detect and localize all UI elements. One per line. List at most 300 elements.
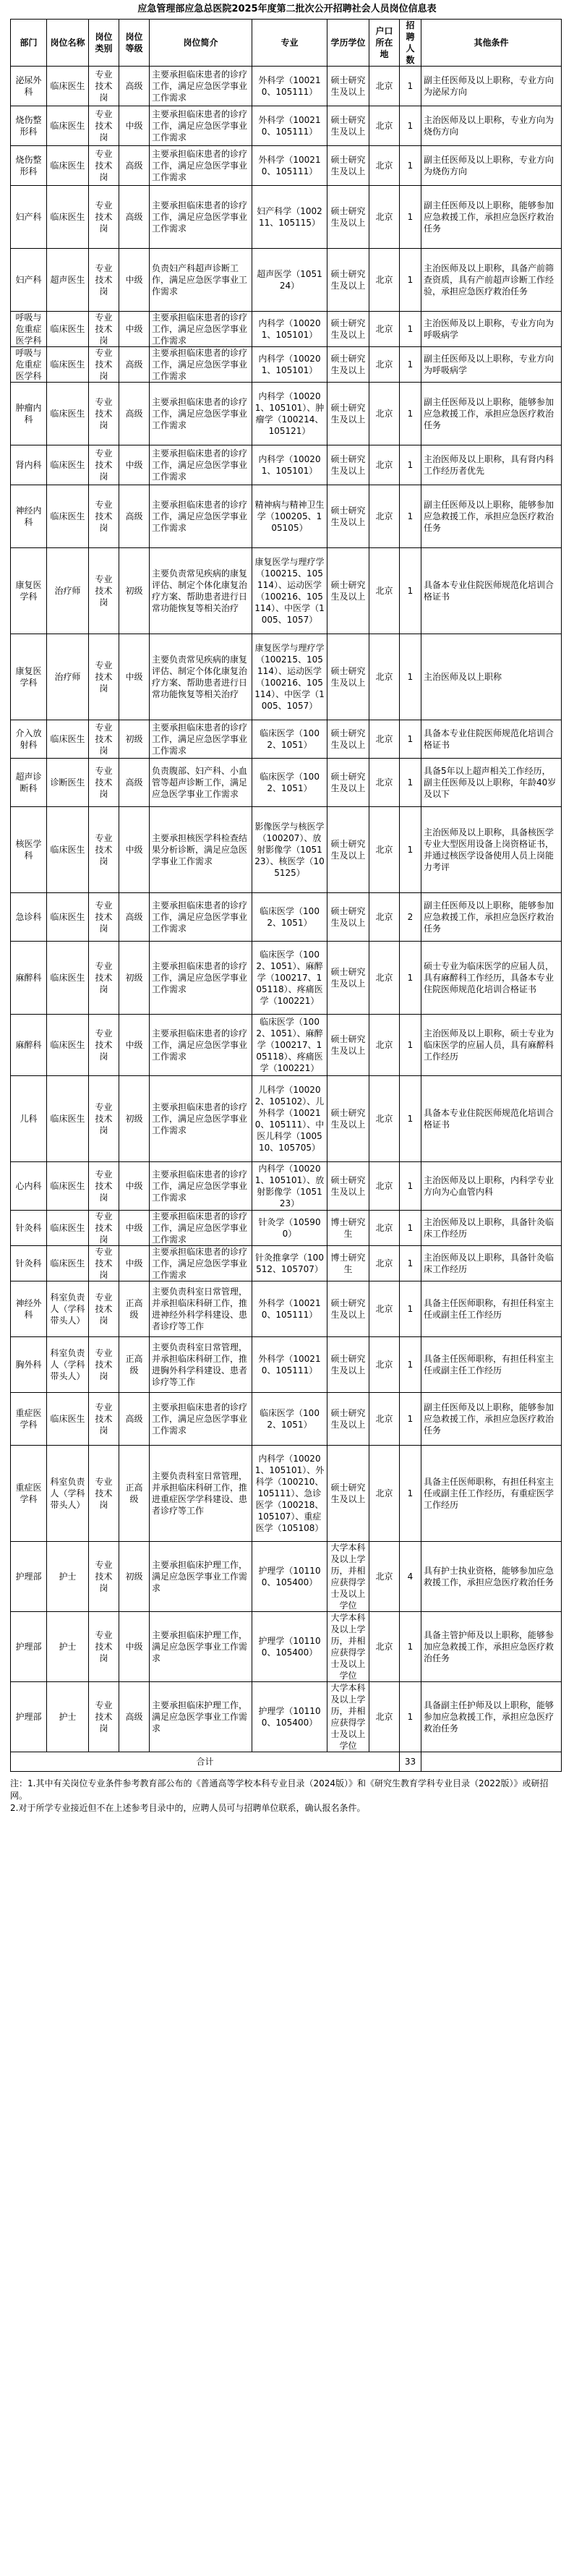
table-row <box>11 383 562 445</box>
cell-count: 1 <box>400 67 421 106</box>
cell-post-category: 专业技术岗 <box>89 759 119 807</box>
cell-post-intro: 主要承担临床患者的诊疗工作，满足应急医学事业工作需求 <box>150 312 252 347</box>
cell-post-intro: 主要承担临床患者的诊疗工作，满足应急医学事业工作需求 <box>150 1015 252 1076</box>
cell-post-category: 专业技术岗 <box>89 1015 119 1076</box>
cell-degree: 博士研究生 <box>327 1211 369 1246</box>
cell-degree: 硕士研究生及以上 <box>327 1446 369 1542</box>
table-header-row <box>11 20 562 67</box>
cell-post-name: 临床医生 <box>47 807 89 893</box>
table-row <box>11 893 562 942</box>
cell-post-category: 专业技术岗 <box>89 720 119 759</box>
cell-count: 1 <box>400 1446 421 1542</box>
table-row <box>11 1281 562 1337</box>
cell-post-category: 专业技术岗 <box>89 383 119 445</box>
cell-hukou: 北京 <box>369 1612 400 1682</box>
cell-post-level: 中级 <box>119 807 150 893</box>
cell-post-level: 初级 <box>119 720 150 759</box>
cell-post-category: 专业技术岗 <box>89 1246 119 1281</box>
table-row <box>11 1542 562 1612</box>
cell-post-level: 中级 <box>119 1211 150 1246</box>
cell-post-category: 专业技术岗 <box>89 1337 119 1393</box>
table-row <box>11 485 562 548</box>
cell-post-intro: 主要承担核医学科检查结果分析诊断，满足应急医学事业工作需求 <box>150 807 252 893</box>
table-row <box>11 1076 562 1162</box>
cell-degree: 硕士研究生及以上 <box>327 634 369 720</box>
cell-post-level: 中级 <box>119 1246 150 1281</box>
cell-post-level: 中级 <box>119 445 150 485</box>
col-header-other: 其他条件 <box>421 20 562 67</box>
cell-other: 副主任医师及以上职称，专业方向为烧伤方向 <box>421 146 562 186</box>
table-row <box>11 720 562 759</box>
cell-major: 外科学（100210、105111） <box>252 106 327 146</box>
cell-post-name: 临床医生 <box>47 67 89 106</box>
cell-dept: 重症医学科 <box>11 1446 47 1542</box>
cell-post-intro: 主要承担临床患者的诊疗工作，满足应急医学事业工作需求 <box>150 1076 252 1162</box>
cell-other: 副主任医师及以上职称，专业方向为泌尿方向 <box>421 67 562 106</box>
cell-degree: 硕士研究生及以上 <box>327 759 369 807</box>
table-row <box>11 249 562 312</box>
cell-post-level: 初级 <box>119 1542 150 1612</box>
cell-other: 主治医师及以上职称，具备针灸临床工作经历 <box>421 1211 562 1246</box>
cell-count: 1 <box>400 1246 421 1281</box>
cell-other: 具备副主任护师及以上职称，能够参加应急救援工作，承担应急医疗救治任务 <box>421 1682 562 1752</box>
cell-post-intro: 主要负责科室日常管理，并承担临床科研工作，推进重症医学学科建设、患者诊疗等工作 <box>150 1446 252 1542</box>
cell-hukou: 北京 <box>369 634 400 720</box>
cell-hukou: 北京 <box>369 720 400 759</box>
cell-degree: 硕士研究生及以上 <box>327 1015 369 1076</box>
cell-dept: 儿科 <box>11 1076 47 1162</box>
cell-major: 外科学（100210、105111） <box>252 146 327 186</box>
table-row <box>11 1393 562 1446</box>
cell-degree: 大学本科及以上学历，并相应获得学士及以上学位 <box>327 1682 369 1752</box>
cell-count: 4 <box>400 1542 421 1612</box>
cell-post-level: 初级 <box>119 1076 150 1162</box>
cell-other: 具备本专业住院医师规范化培训合格证书 <box>421 548 562 634</box>
cell-degree: 硕士研究生及以上 <box>327 347 369 383</box>
cell-dept: 康复医学科 <box>11 634 47 720</box>
cell-hukou: 北京 <box>369 1162 400 1211</box>
cell-other: 主治医师及以上职称，具备针灸临床工作经历 <box>421 1246 562 1281</box>
cell-degree: 硕士研究生及以上 <box>327 249 369 312</box>
cell-hukou: 北京 <box>369 383 400 445</box>
cell-post-intro: 主要承担临床患者的诊疗工作，满足应急医学事业工作需求 <box>150 485 252 548</box>
cell-other: 具备本专业住院医师规范化培训合格证书 <box>421 1076 562 1162</box>
cell-post-name: 临床医生 <box>47 1162 89 1211</box>
col-header-post-level: 岗位等级 <box>119 20 150 67</box>
cell-post-intro: 主要负责常见疾病的康复评估、制定个体化康复治疗方案、帮助患者进行日常功能恢复等相关治疗 <box>150 634 252 720</box>
cell-post-level: 中级 <box>119 634 150 720</box>
col-header-major: 专业 <box>252 20 327 67</box>
cell-post-category: 专业技术岗 <box>89 942 119 1015</box>
col-header-post-name: 岗位名称 <box>47 20 89 67</box>
cell-count: 1 <box>400 1682 421 1752</box>
cell-post-name: 科室负责人（学科带头人） <box>47 1281 89 1337</box>
cell-other: 主治医师及以上职称，具备产前筛查资质，具有产前超声诊断工作经验，承担应急医疗救治任务 <box>421 249 562 312</box>
cell-post-intro: 主要负责科室日常管理，并承担临床科研工作，推进胸外科学科建设、患者诊疗等工作 <box>150 1337 252 1393</box>
table-row <box>11 347 562 383</box>
cell-post-level: 正高级 <box>119 1281 150 1337</box>
cell-post-level: 高级 <box>119 146 150 186</box>
cell-major: 护理学（101100、105400） <box>252 1612 327 1682</box>
cell-post-intro: 主要承担临床患者的诊疗工作，满足应急医学事业工作需求 <box>150 1393 252 1446</box>
cell-hukou: 北京 <box>369 1281 400 1337</box>
cell-post-name: 科室负责人（学科带头人） <box>47 1337 89 1393</box>
cell-post-intro: 主要承担临床患者的诊疗工作，满足应急医学事业工作需求 <box>150 893 252 942</box>
cell-post-name: 临床医生 <box>47 893 89 942</box>
cell-degree: 硕士研究生及以上 <box>327 942 369 1015</box>
cell-other: 具备主管护师及以上职称，能够参加应急救援工作，承担应急医疗救治任务 <box>421 1612 562 1682</box>
cell-other: 主治医师及以上职称，内科学专业方向为心血管内科 <box>421 1162 562 1211</box>
cell-post-category: 专业技术岗 <box>89 1281 119 1337</box>
cell-count: 1 <box>400 807 421 893</box>
table-row <box>11 1682 562 1752</box>
cell-major: 临床医学（1002、1051） <box>252 893 327 942</box>
cell-major: 内科学（100201、105101） <box>252 347 327 383</box>
cell-hukou: 北京 <box>369 146 400 186</box>
cell-post-name: 临床医生 <box>47 720 89 759</box>
cell-dept: 核医学科 <box>11 807 47 893</box>
cell-post-intro: 主要承担临床护理工作，满足应急医学事业工作需求 <box>150 1542 252 1612</box>
cell-major: 针灸推拿学（100512、105707） <box>252 1246 327 1281</box>
cell-post-level: 正高级 <box>119 1337 150 1393</box>
cell-count: 1 <box>400 186 421 249</box>
cell-hukou: 北京 <box>369 548 400 634</box>
cell-post-name: 诊断医生 <box>47 759 89 807</box>
total-value: 33 <box>400 1752 421 1772</box>
cell-post-category: 专业技术岗 <box>89 106 119 146</box>
cell-count: 1 <box>400 1211 421 1246</box>
job-rows <box>11 67 562 1752</box>
notes <box>10 1778 564 1814</box>
cell-hukou: 北京 <box>369 106 400 146</box>
cell-post-level: 高级 <box>119 67 150 106</box>
cell-post-intro: 主要承担临床患者的诊疗工作，满足应急医学事业工作需求 <box>150 383 252 445</box>
cell-post-name: 护士 <box>47 1682 89 1752</box>
cell-count: 1 <box>400 312 421 347</box>
cell-major: 精神病与精神卫生学（100205、105105） <box>252 485 327 548</box>
table-row <box>11 1015 562 1076</box>
cell-count: 1 <box>400 720 421 759</box>
col-header-degree: 学历学位 <box>327 20 369 67</box>
total-row <box>11 1752 562 1772</box>
table-row <box>11 1446 562 1542</box>
cell-hukou: 北京 <box>369 1246 400 1281</box>
cell-post-category: 专业技术岗 <box>89 1612 119 1682</box>
cell-post-level: 高级 <box>119 893 150 942</box>
cell-other: 主治医师及以上职称 <box>421 634 562 720</box>
cell-count: 1 <box>400 634 421 720</box>
cell-other: 主治医师及以上职称，具备核医学专业大型医用设备上岗资格证书，并通过核医学设备使用人员上岗能力考评 <box>421 807 562 893</box>
cell-post-level: 中级 <box>119 1612 150 1682</box>
cell-post-name: 临床医生 <box>47 1076 89 1162</box>
cell-degree: 硕士研究生及以上 <box>327 445 369 485</box>
cell-post-intro: 主要承担临床患者的诊疗工作，满足应急医学事业工作需求 <box>150 720 252 759</box>
cell-major: 护理学（101100、105400） <box>252 1682 327 1752</box>
cell-post-intro: 主要承担临床患者的诊疗工作，满足应急医学事业工作需求 <box>150 1246 252 1281</box>
cell-other: 具备主任医师职称，有担任科室主任或副主任工作经历 <box>421 1281 562 1337</box>
cell-post-name: 临床医生 <box>47 942 89 1015</box>
cell-post-level: 高级 <box>119 1682 150 1752</box>
cell-dept: 妇产科 <box>11 249 47 312</box>
cell-major: 外科学（100210、105111） <box>252 67 327 106</box>
cell-hukou: 北京 <box>369 1446 400 1542</box>
table-row <box>11 1246 562 1281</box>
cell-post-category: 专业技术岗 <box>89 634 119 720</box>
cell-dept: 心内科 <box>11 1162 47 1211</box>
cell-post-level: 中级 <box>119 1015 150 1076</box>
cell-post-name: 临床医生 <box>47 1015 89 1076</box>
cell-post-name: 护士 <box>47 1542 89 1612</box>
cell-post-category: 专业技术岗 <box>89 1393 119 1446</box>
table-row <box>11 186 562 249</box>
cell-degree: 硕士研究生及以上 <box>327 1281 369 1337</box>
cell-post-name: 临床医生 <box>47 347 89 383</box>
cell-other: 副主任医师及以上职称，能够参加应急救援工作，承担应急医疗救治任务 <box>421 893 562 942</box>
cell-count: 1 <box>400 942 421 1015</box>
cell-degree: 硕士研究生及以上 <box>327 383 369 445</box>
cell-degree: 硕士研究生及以上 <box>327 548 369 634</box>
cell-major: 康复医学与理疗学（100215、105114）、运动医学（100216、105114）、中医学（1005、1057） <box>252 548 327 634</box>
cell-degree: 硕士研究生及以上 <box>327 485 369 548</box>
cell-major: 内科学（100201、105101） <box>252 445 327 485</box>
cell-post-name: 临床医生 <box>47 106 89 146</box>
cell-degree: 硕士研究生及以上 <box>327 106 369 146</box>
cell-degree: 硕士研究生及以上 <box>327 186 369 249</box>
cell-post-category: 专业技术岗 <box>89 312 119 347</box>
table-row <box>11 807 562 893</box>
cell-dept: 妇产科 <box>11 186 47 249</box>
cell-dept: 呼吸与危重症医学科 <box>11 347 47 383</box>
cell-major: 临床医学（1002、1051）、麻醉学（100217、105118）、疼痛医学（100221） <box>252 942 327 1015</box>
cell-post-category: 专业技术岗 <box>89 1682 119 1752</box>
cell-hukou: 北京 <box>369 67 400 106</box>
cell-post-category: 专业技术岗 <box>89 1076 119 1162</box>
cell-hukou: 北京 <box>369 1682 400 1752</box>
cell-post-category: 专业技术岗 <box>89 1162 119 1211</box>
cell-major: 临床医学（1002、1051） <box>252 759 327 807</box>
cell-other: 副主任医师及以上职称，能够参加应急救援工作，承担应急医疗救治任务 <box>421 485 562 548</box>
table-row <box>11 942 562 1015</box>
cell-major: 超声医学（105124） <box>252 249 327 312</box>
cell-dept: 肾内科 <box>11 445 47 485</box>
cell-count: 1 <box>400 485 421 548</box>
cell-post-name: 临床医生 <box>47 445 89 485</box>
cell-hukou: 北京 <box>369 347 400 383</box>
cell-post-intro: 主要承担临床患者的诊疗工作，满足应急医学事业工作需求 <box>150 186 252 249</box>
total-label: 合计 <box>11 1752 400 1772</box>
cell-post-level: 正高级 <box>119 1446 150 1542</box>
cell-post-category: 专业技术岗 <box>89 807 119 893</box>
cell-post-intro: 主要承担临床患者的诊疗工作，满足应急医学事业工作需求 <box>150 347 252 383</box>
cell-major: 临床医学（1002、1051）、麻醉学（100217、105118）、疼痛医学（100221） <box>252 1015 327 1076</box>
cell-dept: 呼吸与危重症医学科 <box>11 312 47 347</box>
cell-dept: 烧伤整形科 <box>11 146 47 186</box>
cell-post-intro: 主要承担临床患者的诊疗工作，满足应急医学事业工作需求 <box>150 1162 252 1211</box>
table-row <box>11 1337 562 1393</box>
cell-major: 康复医学与理疗学（100215、105114）、运动医学（100216、105114）、中医学（1005、1057） <box>252 634 327 720</box>
cell-post-category: 专业技术岗 <box>89 1211 119 1246</box>
cell-major: 妇产科学（100211、105115） <box>252 186 327 249</box>
cell-post-name: 临床医生 <box>47 485 89 548</box>
cell-other: 具备5年以上超声相关工作经历，副主任医师及以上职称，年龄40岁及以下 <box>421 759 562 807</box>
cell-post-level: 高级 <box>119 485 150 548</box>
note-2: 2.对于所学专业接近但不在上述参考目录中的，应聘人员可与招聘单位联系，确认报名条件。 <box>10 1803 366 1813</box>
cell-degree: 硕士研究生及以上 <box>327 1337 369 1393</box>
cell-dept: 胸外科 <box>11 1337 47 1393</box>
cell-hukou: 北京 <box>369 1211 400 1246</box>
cell-major: 内科学（100201、105101） <box>252 312 327 347</box>
cell-post-level: 高级 <box>119 759 150 807</box>
cell-post-intro: 负责腹部、妇产科、小血管等超声诊断工作，满足应急医学事业工作需求 <box>150 759 252 807</box>
cell-other: 副主任医师及以上职称，能够参加应急救援工作，承担应急医疗救治任务 <box>421 1393 562 1446</box>
cell-count: 1 <box>400 1393 421 1446</box>
cell-other: 主治医师及以上职称，硕士专业为临床医学的应届人员，具有麻醉科工作经历 <box>421 1015 562 1076</box>
note-1: 注：1.其中有关岗位专业条件参考教育部公布的《普通高等学校本科专业目录（2024版）》和《研究生教育学科专业目录（2022版）》或研招网。 <box>10 1778 549 1801</box>
cell-dept: 麻醉科 <box>11 942 47 1015</box>
cell-dept: 泌尿外科 <box>11 67 47 106</box>
cell-degree: 硕士研究生及以上 <box>327 720 369 759</box>
cell-other: 副主任医师及以上职称，专业方向为呼吸病学 <box>421 347 562 383</box>
cell-degree: 硕士研究生及以上 <box>327 146 369 186</box>
cell-hukou: 北京 <box>369 1015 400 1076</box>
cell-major: 临床医学（1002、1051） <box>252 720 327 759</box>
cell-count: 1 <box>400 347 421 383</box>
total-empty-cell <box>421 1752 562 1772</box>
cell-other: 主治医师及以上职称，具有肾内科工作经历者优先 <box>421 445 562 485</box>
cell-post-intro: 主要承担临床护理工作，满足应急医学事业工作需求 <box>150 1682 252 1752</box>
cell-post-intro: 主要承担临床患者的诊疗工作，满足应急医学事业工作需求 <box>150 1211 252 1246</box>
cell-count: 1 <box>400 759 421 807</box>
col-header-hukou: 户口所在地 <box>369 20 400 67</box>
cell-post-intro: 负责妇产科超声诊断工作，满足应急医学事业工作需求 <box>150 249 252 312</box>
cell-hukou: 北京 <box>369 186 400 249</box>
cell-post-category: 专业技术岗 <box>89 893 119 942</box>
cell-post-intro: 主要承担临床患者的诊疗工作，满足应急医学事业工作需求 <box>150 146 252 186</box>
cell-other: 具备主任医师职称，有担任科室主任或副主任工作经历 <box>421 1337 562 1393</box>
cell-degree: 硕士研究生及以上 <box>327 1162 369 1211</box>
cell-hukou: 北京 <box>369 759 400 807</box>
cell-major: 临床医学（1002、1051） <box>252 1393 327 1446</box>
cell-count: 1 <box>400 249 421 312</box>
cell-hukou: 北京 <box>369 942 400 1015</box>
cell-post-category: 专业技术岗 <box>89 249 119 312</box>
cell-post-level: 中级 <box>119 312 150 347</box>
cell-post-level: 高级 <box>119 347 150 383</box>
cell-other: 主治医师及以上职称，专业方向为烧伤方向 <box>421 106 562 146</box>
cell-post-intro: 主要承担临床患者的诊疗工作，满足应急医学事业工作需求 <box>150 67 252 106</box>
table-row <box>11 106 562 146</box>
cell-dept: 超声诊断科 <box>11 759 47 807</box>
cell-post-intro: 主要负责常见疾病的康复评估、制定个体化康复治疗方案、帮助患者进行日常功能恢复等相关治疗 <box>150 548 252 634</box>
cell-post-level: 高级 <box>119 383 150 445</box>
cell-dept: 肿瘤内科 <box>11 383 47 445</box>
cell-count: 1 <box>400 445 421 485</box>
cell-dept: 针灸科 <box>11 1211 47 1246</box>
cell-hukou: 北京 <box>369 485 400 548</box>
table-row <box>11 146 562 186</box>
cell-major: 外科学（100210、105111） <box>252 1281 327 1337</box>
cell-hukou: 北京 <box>369 1337 400 1393</box>
cell-dept: 护理部 <box>11 1682 47 1752</box>
cell-degree: 硕士研究生及以上 <box>327 893 369 942</box>
col-header-post-intro: 岗位简介 <box>150 20 252 67</box>
cell-major: 外科学（100210、105111） <box>252 1337 327 1393</box>
cell-other: 具有护士执业资格，能够参加应急救援工作，承担应急医疗救治任务 <box>421 1542 562 1612</box>
col-header-dept: 部门 <box>11 20 47 67</box>
cell-hukou: 北京 <box>369 893 400 942</box>
cell-count: 1 <box>400 1162 421 1211</box>
cell-count: 1 <box>400 106 421 146</box>
cell-post-name: 临床医生 <box>47 312 89 347</box>
cell-degree: 硕士研究生及以上 <box>327 67 369 106</box>
cell-count: 1 <box>400 1281 421 1337</box>
cell-post-intro: 主要承担临床患者的诊疗工作，满足应急医学事业工作需求 <box>150 106 252 146</box>
cell-post-level: 中级 <box>119 249 150 312</box>
cell-post-name: 超声医生 <box>47 249 89 312</box>
cell-post-name: 临床医生 <box>47 1246 89 1281</box>
cell-degree: 硕士研究生及以上 <box>327 807 369 893</box>
cell-dept: 重症医学科 <box>11 1393 47 1446</box>
cell-post-name: 治疗师 <box>47 548 89 634</box>
cell-major: 儿科学（100202、105102）、儿外科学（100210、105111）、中医儿科学（100510、105705） <box>252 1076 327 1162</box>
cell-count: 1 <box>400 383 421 445</box>
cell-post-name: 科室负责人（学科带头人） <box>47 1446 89 1542</box>
cell-post-category: 专业技术岗 <box>89 1446 119 1542</box>
table-row <box>11 445 562 485</box>
cell-dept: 急诊科 <box>11 893 47 942</box>
col-header-post-category: 岗位类别 <box>89 20 119 67</box>
cell-post-name: 临床医生 <box>47 1211 89 1246</box>
cell-hukou: 北京 <box>369 1076 400 1162</box>
cell-post-intro: 主要承担临床护理工作，满足应急医学事业工作需求 <box>150 1612 252 1682</box>
cell-degree: 大学本科及以上学历，并相应获得学士及以上学位 <box>327 1612 369 1682</box>
cell-post-category: 专业技术岗 <box>89 347 119 383</box>
cell-degree: 硕士研究生及以上 <box>327 312 369 347</box>
cell-post-intro: 主要负责科室日常管理，并承担临床科研工作，推进神经外科学科建设、患者诊疗等工作 <box>150 1281 252 1337</box>
table-row <box>11 759 562 807</box>
cell-post-name: 临床医生 <box>47 383 89 445</box>
cell-other: 硕士专业为临床医学的应届人员，具有麻醉科工作经历，具备本专业住院医师规范化培训合格证书 <box>421 942 562 1015</box>
cell-dept: 烧伤整形科 <box>11 106 47 146</box>
cell-hukou: 北京 <box>369 1542 400 1612</box>
table-row <box>11 1612 562 1682</box>
cell-major: 针灸学（105900） <box>252 1211 327 1246</box>
cell-count: 1 <box>400 1015 421 1076</box>
cell-post-category: 专业技术岗 <box>89 485 119 548</box>
cell-degree: 硕士研究生及以上 <box>327 1393 369 1446</box>
cell-post-category: 专业技术岗 <box>89 445 119 485</box>
cell-post-category: 专业技术岗 <box>89 186 119 249</box>
cell-post-category: 专业技术岗 <box>89 67 119 106</box>
cell-post-level: 初级 <box>119 548 150 634</box>
cell-post-level: 高级 <box>119 186 150 249</box>
page-title: 应急管理部应急总医院2025年度第二批次公开招聘社会人员岗位信息表 <box>137 4 437 14</box>
cell-major: 内科学（100201、105101）、外科学（100210、105111）、急诊医学（100218、105107）、重症医学（105108） <box>252 1446 327 1542</box>
cell-dept: 护理部 <box>11 1612 47 1682</box>
cell-count: 1 <box>400 146 421 186</box>
cell-post-level: 中级 <box>119 1162 150 1211</box>
cell-post-category: 专业技术岗 <box>89 146 119 186</box>
cell-dept: 针灸科 <box>11 1246 47 1281</box>
cell-degree: 大学本科及以上学历，并相应获得学士及以上学位 <box>327 1542 369 1612</box>
cell-major: 内科学（100201、105101）、肿瘤学（100214、105121） <box>252 383 327 445</box>
cell-hukou: 北京 <box>369 249 400 312</box>
table-row <box>11 634 562 720</box>
cell-post-level: 高级 <box>119 1393 150 1446</box>
cell-dept: 麻醉科 <box>11 1015 47 1076</box>
cell-degree: 博士研究生 <box>327 1246 369 1281</box>
cell-post-level: 初级 <box>119 942 150 1015</box>
